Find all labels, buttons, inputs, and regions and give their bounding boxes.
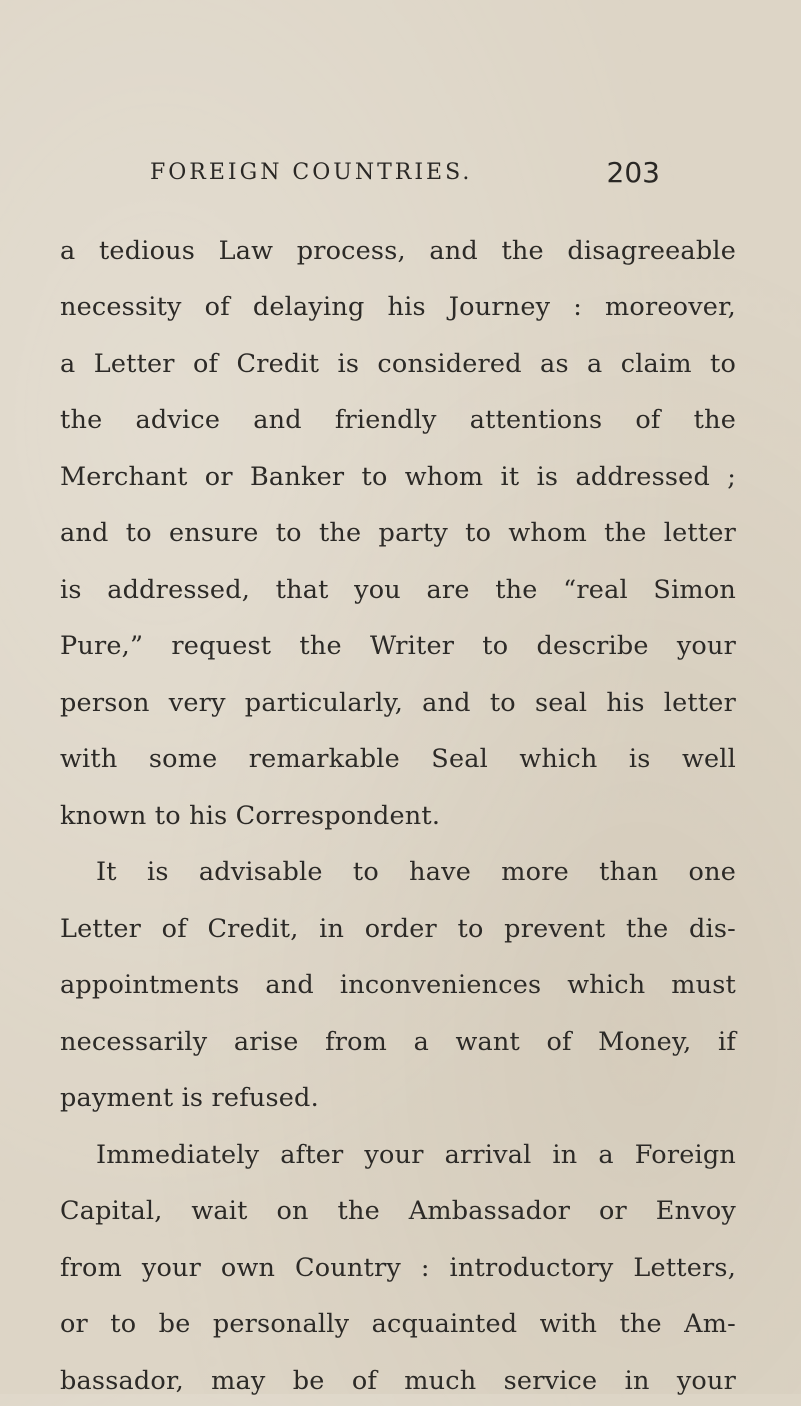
text-line-1: a tedious Law process, and the disagreeable: [60, 236, 736, 266]
text-line-13: Letter of Credit, in order to prevent the dis-: [60, 914, 736, 944]
text-line-9: person very particularly, and to seal his letter: [60, 688, 736, 718]
text-line-14: appointments and inconveniences which must: [60, 970, 736, 1000]
page-number: 203: [606, 156, 660, 189]
text-line-3: a Letter of Credit is considered as a claim to: [60, 349, 736, 379]
page-header: [150, 156, 660, 200]
text-line-21: bassador, may be of much service in your: [60, 1366, 736, 1396]
text-line-2: necessity of delaying his Journey : moreover,: [60, 292, 736, 322]
text-line-17: Immediately after your arrival in a Foreign: [96, 1140, 736, 1170]
text-line-19: from your own Country : introductory Letters,: [60, 1253, 736, 1283]
text-line-6: and to ensure to the party to whom the letter: [60, 518, 736, 548]
text-line-11: known to his Correspondent.: [60, 801, 441, 831]
text-line-10: with some remarkable Seal which is well: [60, 744, 736, 774]
text-line-16: payment is refused.: [60, 1083, 319, 1113]
running-head: FOREIGN COUNTRIES.: [150, 160, 473, 185]
text-line-15: necessarily arise from a want of Money, if: [60, 1027, 736, 1057]
text-line-4: the advice and friendly attentions of the: [60, 405, 736, 435]
text-line-5: Merchant or Banker to whom it is addressed ;: [60, 462, 736, 492]
text-line-20: or to be personally acquainted with the Am-: [60, 1309, 736, 1339]
text-line-7: is addressed, that you are the “real Simon: [60, 575, 736, 605]
text-line-18: Capital, wait on the Ambassador or Envoy: [60, 1196, 736, 1226]
text-line-12: It is advisable to have more than one: [96, 857, 736, 887]
text-line-8: Pure,” request the Writer to describe your: [60, 631, 736, 661]
